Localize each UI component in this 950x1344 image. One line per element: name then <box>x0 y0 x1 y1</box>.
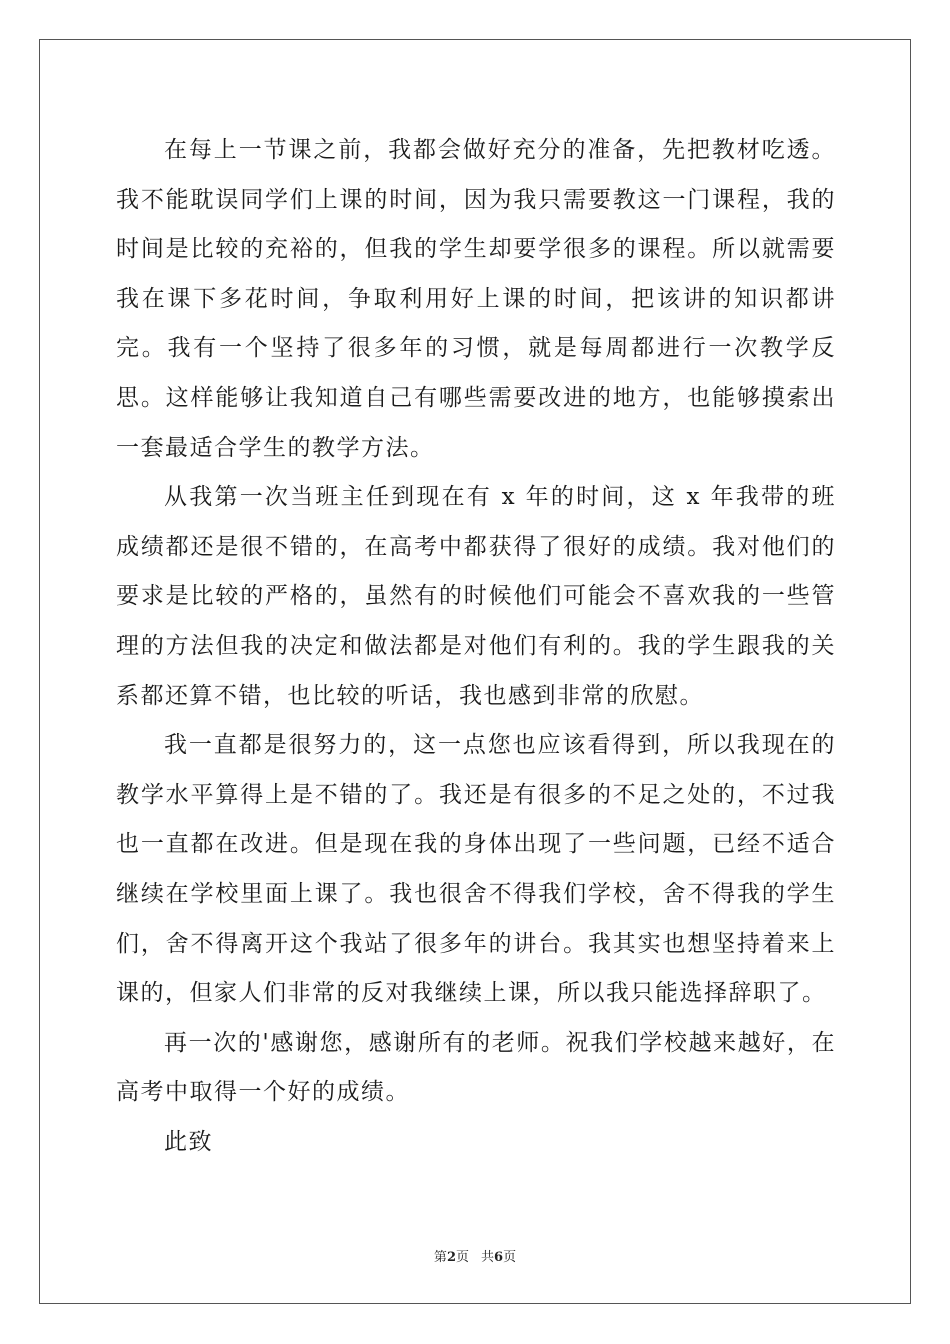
paragraph-resignation-reason: 我一直都是很努力的，这一点您也应该看得到，所以我现在的教学水平算得上是不错的了。我还是有很多的不足之处的，不过我也一直都在改进。但是现在我的身体出现了一些问题，已经不适合继续在学校里面上课了。我也很舍不得我们学校，舍不得我的学生们，舍不得离开这个我站了很多年的讲台。我其实也想坚持着来上课的，但家人们非常的反对我继续上课，所以我只能选择辞职了。 <box>116 732 836 1007</box>
page-label-prefix: 第 <box>433 1250 447 1265</box>
page-label-suffix: 页 <box>455 1250 469 1265</box>
total-label-prefix: 共 <box>481 1250 495 1265</box>
page-current-number: 2 <box>446 1250 456 1265</box>
page-footer <box>0 1246 950 1265</box>
letter-body <box>116 126 836 1167</box>
paragraph-closing: 此致 <box>164 1128 213 1155</box>
paragraph-head-teacher: 从我第一次当班主任到现在有 x 年的时间，这 x 年我带的班成绩都还是很不错的，在高考中都获得了很好的成绩。我对他们的要求是比较的严格的，虽然有的时候他们可能会不喜欢我的一些管理的方法但我的决定和做法都是对他们有利的。我的学生跟我的关系都还算不错，也比较的听话，我也感到非常的欣慰。 <box>116 484 836 709</box>
page-total-number: 6 <box>494 1250 504 1265</box>
paragraph-preparation: 在每上一节课之前，我都会做好充分的准备，先把教材吃透。我不能耽误同学们上课的时间，因为我只需要教这一门课程，我的时间是比较的充裕的，但我的学生却要学很多的课程。所以就需要我在课下多花时间，争取利用好上课的时间，把该讲的知识都讲完。我有一个坚持了很多年的习惯，就是每周都进行一次教学反思。这样能够让我知道自己有哪些需要改进的地方，也能够摸索出一套最适合学生的教学方法。 <box>116 137 836 461</box>
paragraph-thanks: 再一次的'感谢您，感谢所有的老师。祝我们学校越来越好，在高考中取得一个好的成绩。 <box>116 1029 836 1106</box>
total-label-suffix: 页 <box>503 1250 517 1265</box>
